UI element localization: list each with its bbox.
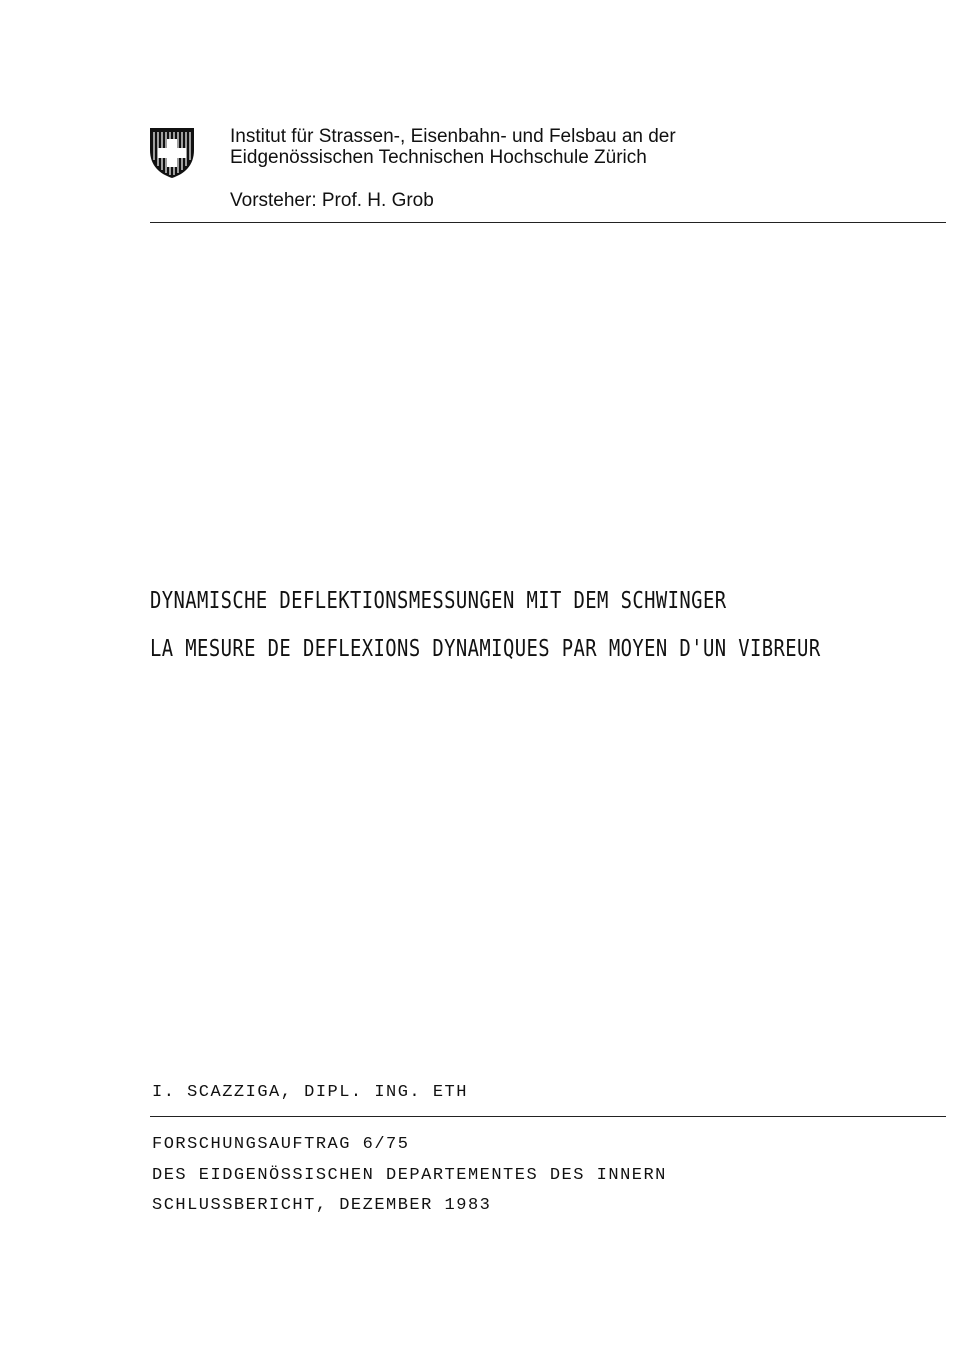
- department-line: DES EIDGENÖSSISCHEN DEPARTEMENTES DES INNERN: [152, 1166, 667, 1185]
- research-contract-line: FORSCHUNGSAUFTRAG 6/75: [152, 1135, 410, 1154]
- swiss-crest-icon: [148, 126, 196, 180]
- title-french: LA MESURE DE DEFLEXIONS DYNAMIQUES PAR MOYEN D'UN VIBREUR: [150, 636, 821, 662]
- director-line: Vorsteher: Prof. H. Grob: [230, 190, 434, 211]
- author-line: I. SCAZZIGA, DIPL. ING. ETH: [152, 1083, 468, 1102]
- title-german: DYNAMISCHE DEFLEKTIONSMESSUNGEN MIT DEM SCHWINGER: [150, 588, 727, 614]
- final-report-line: SCHLUSSBERICHT, DEZEMBER 1983: [152, 1196, 492, 1215]
- institute-line-2: Eidgenössischen Technischen Hochschule Zürich: [230, 147, 647, 168]
- institute-line-1: Institut für Strassen-, Eisenbahn- und Felsbau an der: [230, 126, 676, 147]
- footer-divider: [150, 1116, 946, 1117]
- header-divider: [150, 222, 946, 223]
- institute-name: [230, 126, 676, 168]
